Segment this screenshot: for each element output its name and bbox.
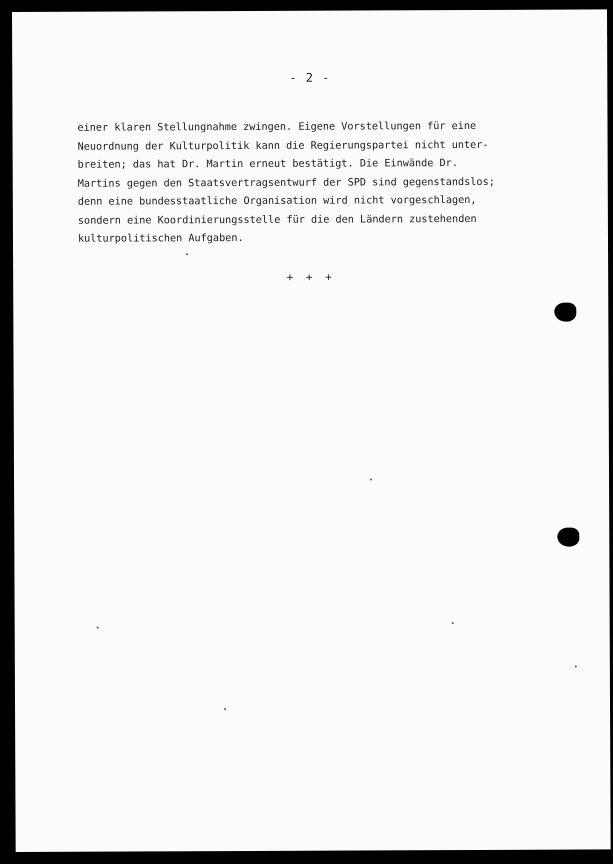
body-line: kulturpolitischen Aufgaben. [77,232,244,245]
punch-hole [557,528,579,547]
punch-hole [554,303,576,322]
scan-speck [452,622,454,624]
scan-speck [224,708,226,710]
end-marks: + + + [286,270,335,284]
page-number: - 2 - [289,70,331,85]
body-line: einer klaren Stellungnahme zwingen. Eigene Vorstellungen für eine [77,120,477,134]
body-line: Martins gegen den Staatsvertragsentwurf der SPD sind gegenstandslos; [77,176,495,190]
scan-speck [575,666,577,668]
body-line: breiten; das hat Dr. Martin erneut bestätigt. Die Einwände Dr. [77,158,458,171]
body-line: Neuordnung der Kulturpolitik kann die Regierungspartei nicht unter- [77,139,489,153]
body-line: denn eine bundesstaatliche Organisation wird nicht vorgeschlagen, [77,194,477,208]
scan-speck [370,478,372,480]
body-line: sondern eine Koordinierungsstelle für die den Ländern zustehenden [77,213,477,227]
body-paragraph [77,118,583,250]
document-page [12,9,611,852]
scan-speck [186,253,188,255]
scan-speck [97,627,99,629]
